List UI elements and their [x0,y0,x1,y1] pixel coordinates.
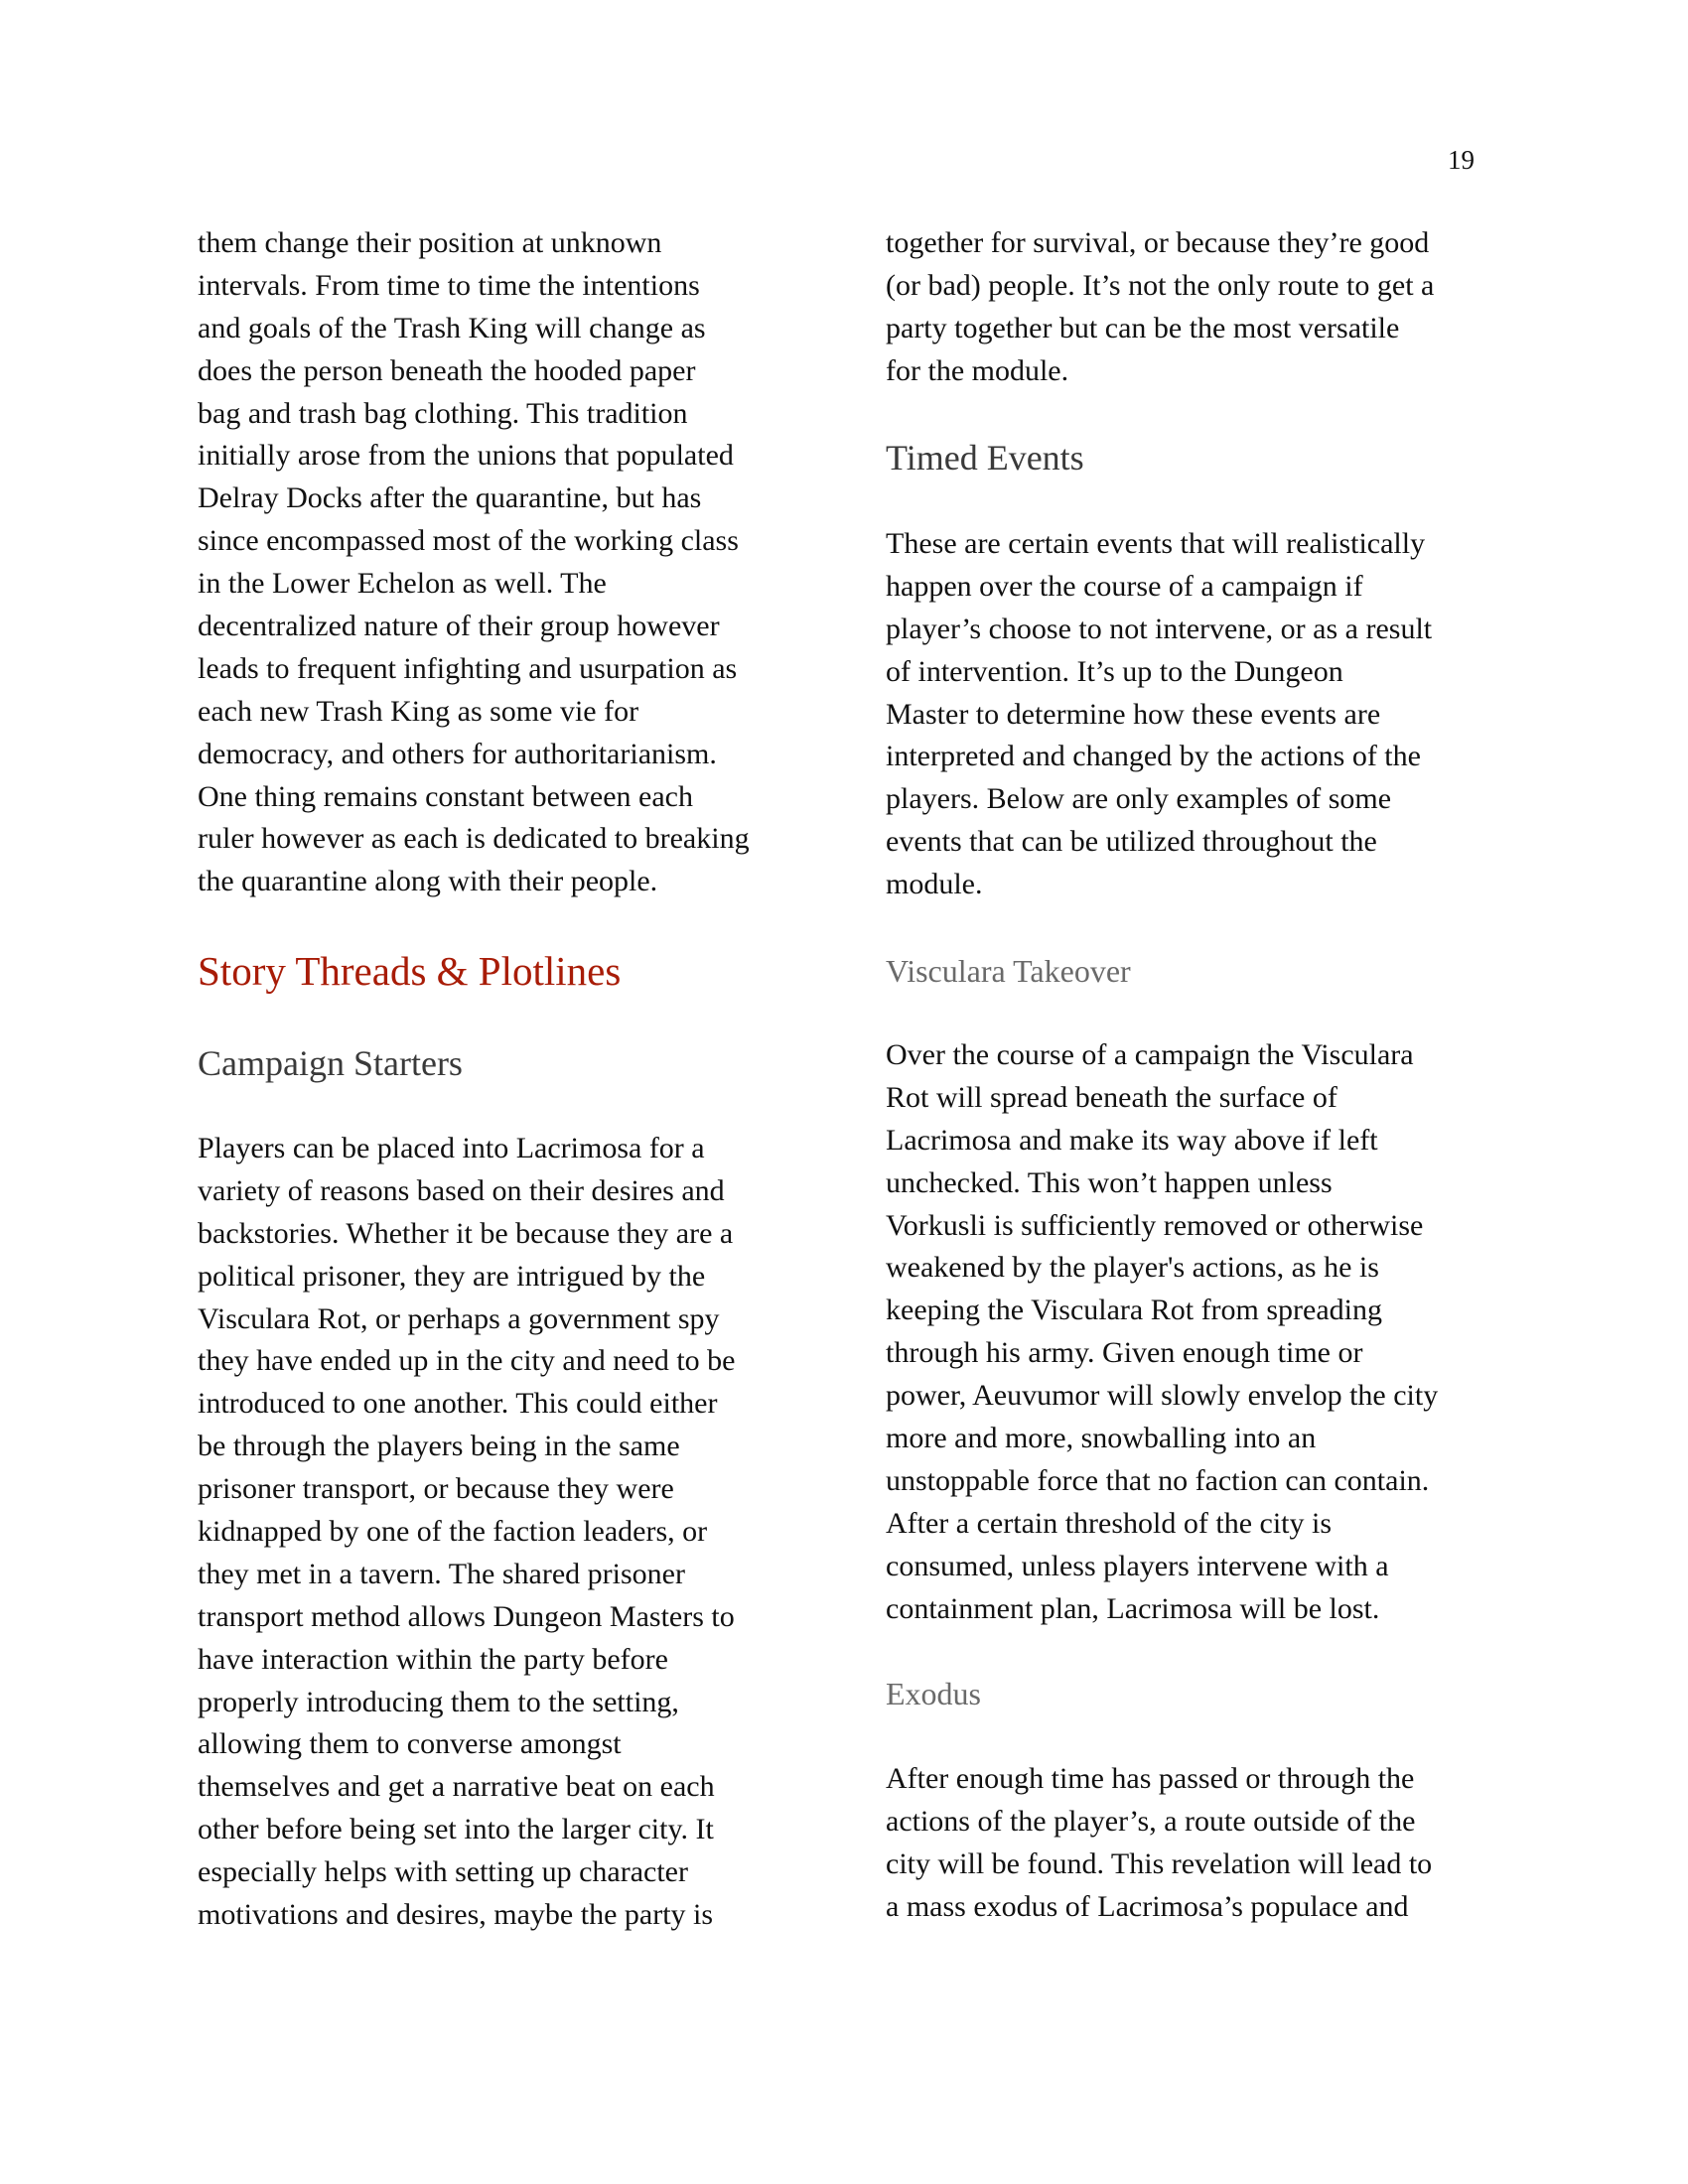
page-number: 19 [1448,145,1475,175]
text-line: power, Aeuvumor will slowly envelop the city [886,1379,1439,1413]
text-line: weakened by the player's actions, as he is [886,1251,1379,1285]
text-line: in the Lower Echelon as well. The [198,567,607,601]
body-paragraph [198,222,750,903]
minor-heading: Visculara Takeover [886,953,1131,989]
minor-heading: Exodus [886,1676,981,1711]
text-line: motivations and desires, maybe the party is [198,1898,714,1932]
text-line: ruler however as each is dedicated to breaking [198,822,750,856]
text-line: the quarantine along with their people. [198,865,658,898]
text-line: have interaction within the party before [198,1642,668,1676]
text-line: a mass exodus of Lacrimosa’s populace and [886,1889,1409,1923]
text-line: Players can be placed into Lacrimosa for a [198,1132,705,1164]
section-heading: Story Threads & Plotlines [198,948,622,994]
text-line: since encompassed most of the working class [198,524,739,558]
text-line: of intervention. It’s up to the Dungeon [886,654,1343,688]
text-line: (or bad) people. It’s not the only route to get a [886,268,1435,302]
text-line: transport method allows Dungeon Masters to [198,1599,735,1633]
text-line: through his army. Given enough time or [886,1336,1363,1370]
body-paragraph [886,523,1432,906]
text-line: Over the course of a campaign the Visculara [886,1038,1414,1071]
text-line: players. Below are only examples of some [886,782,1392,816]
text-line: Visculara Rot, or perhaps a government spy [198,1301,720,1335]
text-line: Master to determine how these events are [886,697,1381,731]
text-line: be through the players being in the same [198,1430,680,1463]
text-line: each new Trash King as some vie for [198,694,639,728]
text-line: initially arose from the unions that populated [198,439,734,473]
text-line: political prisoner, they are intrigued by the [198,1259,706,1293]
text-line: intervals. From time to time the intentions [198,268,700,302]
text-line: happen over the course of a campaign if [886,569,1363,603]
subsection-heading: Timed Events [886,438,1084,478]
text-line: other before being set into the larger city. It [198,1813,714,1846]
text-line: introduced to one another. This could either [198,1387,718,1421]
text-line: them change their position at unknown [198,226,662,259]
text-line: party together but can be the most versatile [886,311,1400,344]
body-paragraph [886,1034,1438,1630]
text-line: more and more, snowballing into an [886,1422,1317,1455]
body-paragraph [198,1128,735,1937]
text-line: variety of reasons based on their desires and [198,1173,725,1207]
text-line: module. [886,868,983,901]
text-line: especially helps with setting up character [198,1855,688,1889]
text-line: together for survival, or because they’re good [886,226,1430,259]
text-line: events that can be utilized throughout the [886,825,1377,859]
text-line: After enough time has passed or through the [886,1762,1415,1795]
text-line: they met in a tavern. The shared prisoner [198,1557,685,1590]
text-line: city will be found. This revelation will lead to [886,1846,1433,1880]
text-line: Rot will spread beneath the surface of [886,1080,1337,1114]
text-line: Vorkusli is sufficiently removed or otherwise [886,1208,1424,1242]
text-line: After a certain threshold of the city is [886,1506,1333,1540]
text-line: leads to frequent infighting and usurpation as [198,651,738,685]
text-line: containment plan, Lacrimosa will be lost. [886,1591,1380,1625]
text-line: bag and trash bag clothing. This tradition [198,396,688,430]
text-line: democracy, and others for authoritarianism. [198,737,717,770]
text-line: These are certain events that will realistically [886,527,1426,560]
text-line: keeping the Visculara Rot from spreading [886,1294,1383,1327]
text-line: prisoner transport, or because they were [198,1472,674,1506]
subsection-heading: Campaign Starters [198,1043,463,1083]
text-line: backstories. Whether it be because they are a [198,1216,734,1250]
text-line: properly introducing them to the setting, [198,1685,679,1718]
text-line: Lacrimosa and make its way above if left [886,1123,1378,1157]
text-line: they have ended up in the city and need to be [198,1344,736,1378]
text-line: for the module. [886,353,1069,387]
text-line: does the person beneath the hooded paper [198,353,696,387]
text-line: themselves and get a narrative beat on each [198,1770,715,1804]
text-line: kidnapped by one of the faction leaders, or [198,1515,708,1549]
text-line: actions of the player’s, a route outside of the [886,1804,1416,1838]
text-line: player’s choose to not intervene, or as a result [886,612,1433,645]
text-line: consumed, unless players intervene with a [886,1549,1389,1582]
text-line: unchecked. This won’t happen unless [886,1165,1333,1199]
text-line: unstoppable force that no faction can contain. [886,1463,1430,1497]
text-line: One thing remains constant between each [198,779,693,813]
text-line: and goals of the Trash King will change as [198,311,706,344]
body-paragraph [886,222,1434,393]
text-line: Delray Docks after the quarantine, but has [198,481,702,515]
text-line: allowing them to converse amongst [198,1727,622,1761]
text-line: interpreted and changed by the actions of the [886,740,1421,773]
body-paragraph [886,1758,1432,1929]
text-line: decentralized nature of their group however [198,610,720,643]
